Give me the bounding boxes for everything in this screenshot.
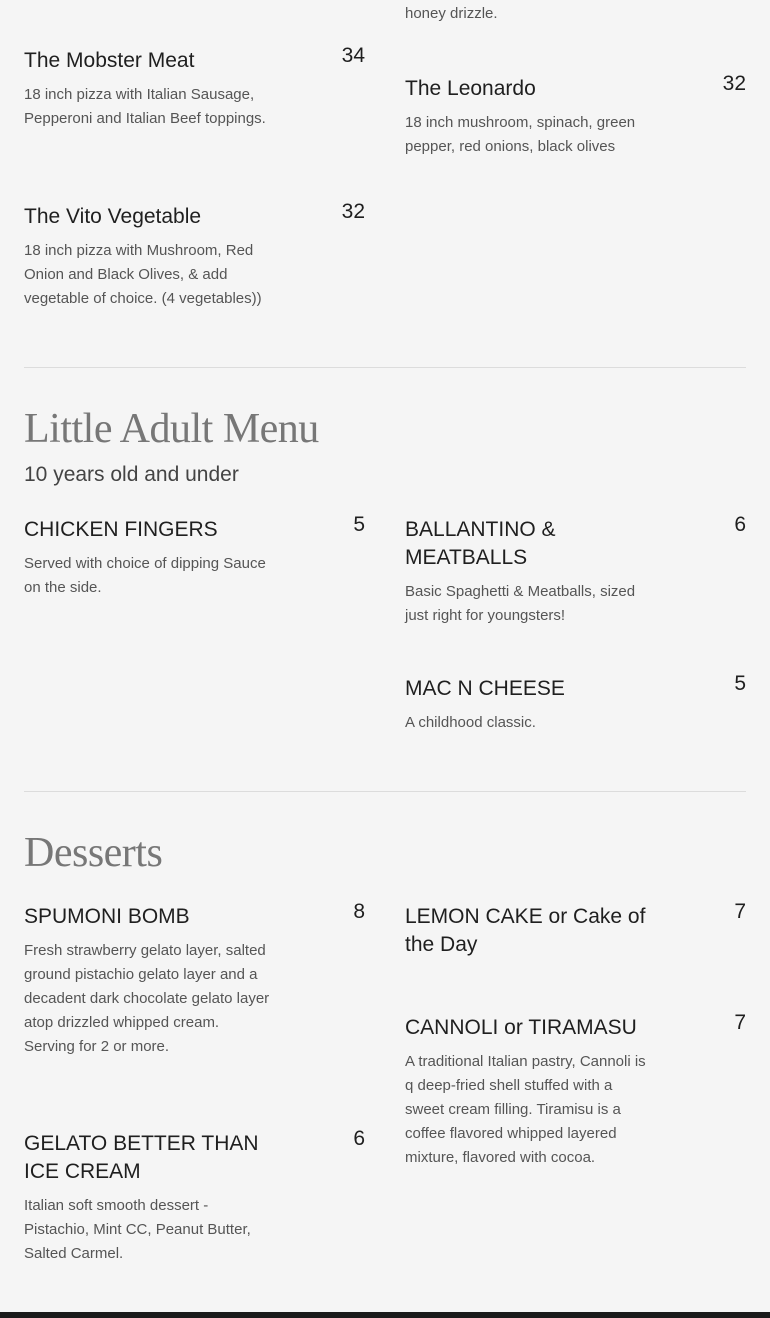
- menu-item-desc: 18 inch pizza with Mushroom, Red Onion and Black Olives, & add vegetable of choice. (4 vegetables)): [24, 242, 262, 307]
- section-subtitle: 10 years old and under: [24, 463, 239, 486]
- menu-item-price: 32: [341, 200, 365, 223]
- menu-item-leonardo: [405, 72, 746, 159]
- menu-item-desc: Basic Spaghetti & Meatballs, sized just right for youngsters!: [405, 583, 636, 624]
- menu-item-name: The Vito Vegetable: [24, 205, 202, 228]
- menu-item-name: LEMON CAKE or Cake of the Day: [405, 905, 646, 956]
- menu-item-price: 7: [734, 1011, 746, 1034]
- menu-item-name: CANNOLI or TIRAMASU: [405, 1016, 637, 1039]
- menu-item-ballantino-meatballs: [405, 513, 746, 628]
- menu-item-name: SPUMONI BOMB: [24, 905, 190, 928]
- menu-item-price: 6: [353, 1127, 365, 1150]
- menu-item-price: 32: [722, 72, 746, 95]
- menu-item-name: GELATO BETTER THAN ICE CREAM: [24, 1132, 259, 1183]
- menu-item-desc: Italian soft smooth dessert - Pistachio, Mint CC, Peanut Butter, Salted Carmel.: [24, 1197, 251, 1262]
- menu-item-name: MAC N CHEESE: [405, 677, 565, 700]
- menu-item-price: 5: [353, 513, 365, 536]
- section-divider: [24, 791, 746, 792]
- menu-item-chicken-fingers: [24, 513, 365, 600]
- menu-item-mobster-meat: [24, 44, 365, 131]
- section-title-desserts: Desserts: [24, 830, 163, 876]
- menu-item-lemon-cake: [405, 900, 746, 959]
- menu-item-vito-vegetable: [24, 200, 365, 311]
- menu-item-price: 7: [734, 900, 746, 923]
- menu-item-name: The Leonardo: [405, 77, 536, 100]
- menu-item-spumoni-bomb: [24, 900, 365, 1059]
- menu-item-desc: 18 inch pizza with Italian Sausage, Pepperoni and Italian Beef toppings.: [24, 86, 266, 127]
- menu-item-desc: Fresh strawberry gelato layer, salted ground pistachio gelato layer and a decadent dark chocolate gelato layer atop drizzled whipped cream. Serving for 2 or more.: [24, 942, 270, 1055]
- menu-item-cannoli-tiramasu: [405, 1011, 746, 1170]
- section-divider: [24, 367, 746, 368]
- menu-item-name: CHICKEN FINGERS: [24, 518, 218, 541]
- menu-item-price: 6: [734, 513, 746, 536]
- menu-item-name: BALLANTINO & MEATBALLS: [405, 518, 556, 569]
- menu-item-desc: Served with choice of dipping Sauce on the side.: [24, 555, 266, 596]
- menu-item-desc: 18 inch mushroom, spinach, green pepper, red onions, black olives: [405, 114, 636, 155]
- menu-item-gelato: [24, 1127, 365, 1266]
- menu-item-desc: A traditional Italian pastry, Cannoli is q deep-fried shell stuffed with a sweet cream filling. Tiramisu is a coffee flavored whipped layered mixture, flavored with cocoa.: [405, 1053, 646, 1166]
- menu-item-mac-n-cheese: [405, 672, 746, 735]
- menu-item-price: 34: [341, 44, 365, 67]
- menu-item-name: The Mobster Meat: [24, 49, 195, 72]
- footer-bar: [0, 1312, 770, 1318]
- menu-item-desc: A childhood classic.: [405, 714, 536, 731]
- menu-item-price: 5: [734, 672, 746, 695]
- menu-item-price: 8: [353, 900, 365, 923]
- section-title-little-adult: Little Adult Menu: [24, 406, 319, 452]
- menu-item-desc-fragment: honey drizzle.: [405, 5, 498, 22]
